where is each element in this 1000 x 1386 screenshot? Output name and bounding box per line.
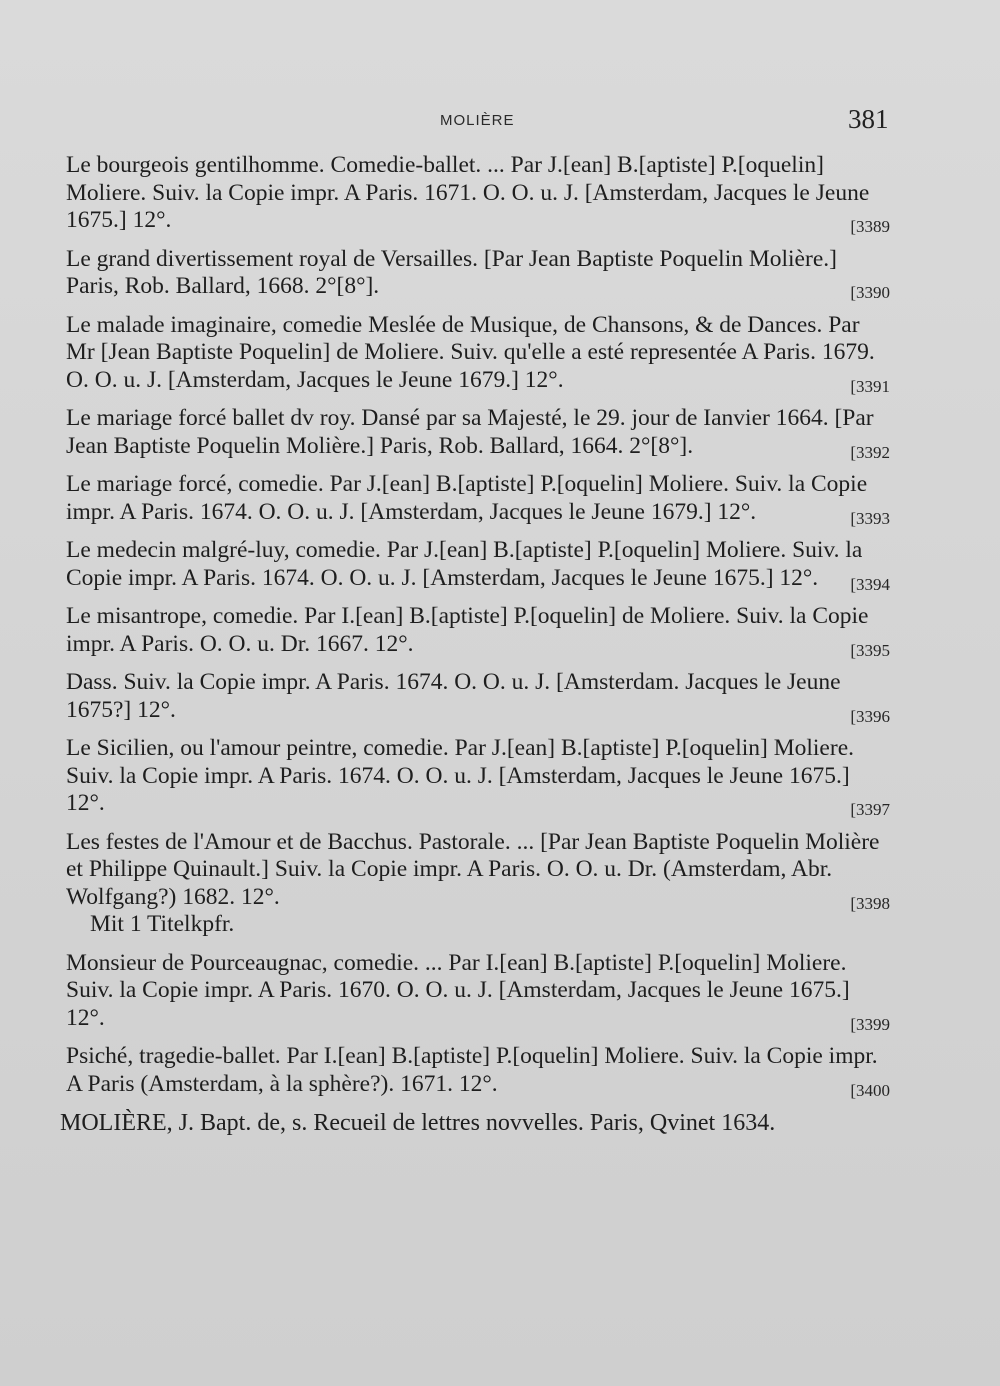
entry-text: Le mariage forcé, comedie. Par J.[ean] B.[aptiste] P.[oquelin] Moliere. Suiv. la Copie impr. A Paris. 1674. O. O. u. J. [Amsterdam, Jacques le Jeune 1679.] 12°. (66, 471, 868, 525)
bibliography-entry (66, 669, 890, 724)
entry-text: Le Sicilien, ou l'amour peintre, comedie. Par J.[ean] B.[aptiste] P.[oquelin] Moliere. Suiv. la Copie impr. A Paris. 1674. O. O. u. J. [Amsterdam, Jacques le Jeune 1675.] 12°. (66, 735, 854, 816)
entry-number: [3392 (850, 442, 890, 462)
bibliography-entry (66, 152, 890, 235)
page-number: 381 (848, 104, 889, 134)
entry-number: [3400 (850, 1080, 890, 1100)
entry-number: [3397 (850, 800, 890, 819)
entry-text: Le misantrope, comedie. Par I.[ean] B.[aptiste] P.[oquelin] de Moliere. Suiv. la Copie impr. A Paris. O. O. u. Dr. 1667. 12°. (66, 603, 869, 657)
bibliography-entry (66, 950, 890, 1033)
entry-text: Le grand divertissement royal de Versailles. [Par Jean Baptiste Poquelin Molière.] Paris, Rob. Ballard, 1668. 2°[8°]. (66, 245, 837, 299)
entry-number: [3391 (850, 376, 890, 396)
bibliography-entries (60, 152, 890, 1137)
entry-note: Mit 1 Titelkpfr. (90, 911, 235, 937)
entry-number: [3395 (850, 640, 890, 660)
entry-number: [3394 (850, 574, 890, 594)
bibliography-entry (66, 603, 890, 658)
bibliography-entry (66, 1043, 890, 1098)
entry-text: Le mariage forcé ballet dv roy. Dansé par sa Majesté, le 29. jour de Ianvier 1664. [Par Jean Baptiste Poquelin Molière.] Paris, Rob. Ballard, 1664. 2°[8°]. (66, 405, 874, 459)
entry-number: [3390 (850, 283, 890, 302)
entry-text: Le malade imaginaire, comedie Meslée de Musique, de Chansons, & de Dances. Par Mr [Jean Baptiste Poquelin] de Moliere. Suiv. qu'elle a esté representée A Paris. 1679. O. O. u. J. [Amsterdam, Jacques le Jeune 1679.] 12°. (66, 311, 875, 393)
bibliography-entry (66, 405, 890, 460)
bibliography-entry (66, 312, 890, 395)
running-title: MOLIÈRE (440, 112, 515, 129)
bibliography-entry (66, 735, 890, 818)
entry-number: [3396 (850, 706, 890, 726)
entry-text: Les festes de l'Amour et de Bacchus. Pastorale. ... [Par Jean Baptiste Poquelin Molière et Philippe Quinault.] Suiv. la Copie impr. A Paris. O. O. u. Dr. (Amsterdam, Abr. Wolfgang?) 1682. 12°. (66, 828, 880, 910)
entry-text: Le bourgeois gentilhomme. Comedie-ballet. ... Par J.[ean] B.[aptiste] P.[oquelin] Moliere. Suiv. la Copie impr. A Paris. 1671. O. O. u. J. [Amsterdam, Jacques le Jeune 1675.] 12°. (66, 152, 870, 233)
cross-reference-line: MOLIÈRE, J. Bapt. de, s. Recueil de lettres novvelles. Paris, Qvinet 1634. (60, 1110, 776, 1136)
bibliography-entry (66, 829, 890, 939)
bibliography-entry (66, 246, 890, 301)
entry-text: Monsieur de Pourceaugnac, comedie. ... Par I.[ean] B.[aptiste] P.[oquelin] Moliere. Suiv. la Copie impr. A Paris. 1670. O. O. u. J. [Amsterdam, Jacques le Jeune 1675.] 12°. (66, 949, 850, 1031)
entry-text: Dass. Suiv. la Copie impr. A Paris. 1674. O. O. u. J. [Amsterdam. Jacques le Jeune 1675?] 12°. (66, 669, 841, 723)
entry-text: Le medecin malgré-luy, comedie. Par J.[ean] B.[aptiste] P.[oquelin] Moliere. Suiv. la Copie impr. A Paris. 1674. O. O. u. J. [Amsterdam, Jacques le Jeune 1675.] 12°. (66, 537, 863, 591)
entry-number: [3393 (850, 508, 890, 528)
entry-text: Psiché, tragedie-ballet. Par I.[ean] B.[aptiste] P.[oquelin] Moliere. Suiv. la Copie impr. A Paris (Amsterdam, à la sphère?). 1671. 12°. (66, 1043, 878, 1097)
bibliography-entry (66, 471, 890, 526)
entry-number: [3389 (850, 217, 890, 236)
bibliography-entry (66, 537, 890, 592)
entry-number: [3398 (850, 893, 890, 913)
entry-number: [3399 (850, 1014, 890, 1034)
